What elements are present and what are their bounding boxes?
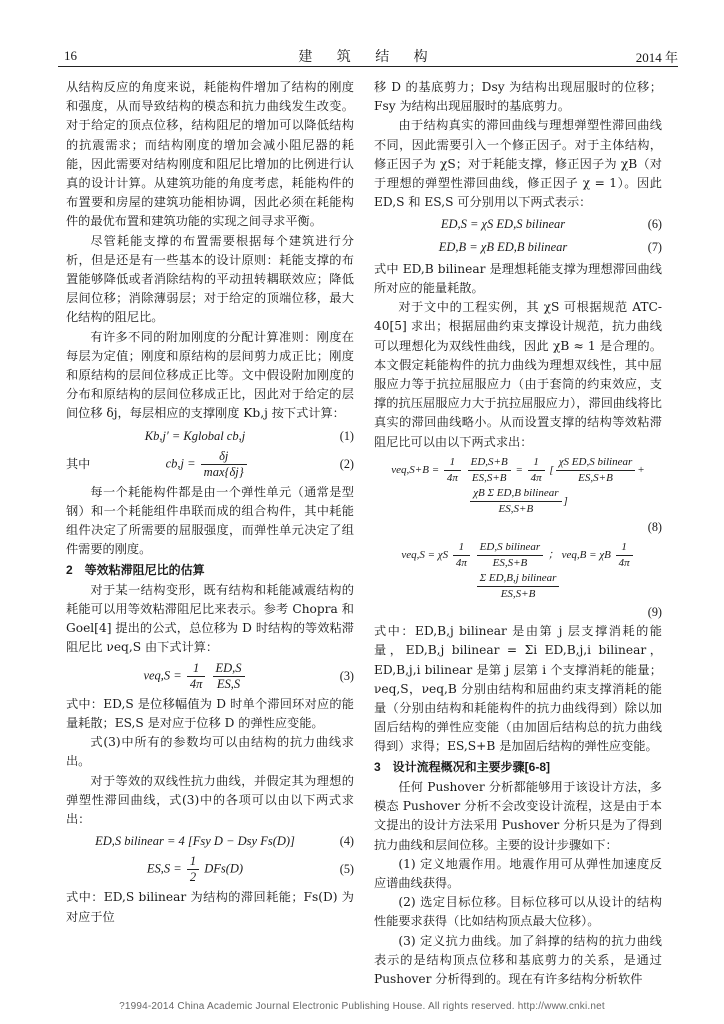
- paragraph: 由于结构真实的滞回曲线与理想弹塑性滞回曲线不同，因此需要引入一个修正因子。对于主体结构，修正因子为 χS；对于耗能支撑，修正因子为 χB（对于理想的弹塑性滞回曲线，修正因子 χ = 1）。因此 ED,S 和 ES,S 可分别用以下两式表示：: [374, 118, 662, 210]
- equation-8-coef-2: [528, 455, 545, 486]
- journal-title: 建 筑 结 构: [298, 49, 438, 65]
- equation-4-number: (4): [339, 834, 354, 849]
- equation-3-numerator: ED,S: [213, 661, 245, 677]
- equation-9-b-lhs: νeq,B = χB: [561, 549, 611, 562]
- paragraph: 对于等效的双线性抗力曲线，并假定其为理想的弹塑性滞回曲线，式(3)中的各项可以由以下两式求出：: [66, 773, 354, 826]
- paragraph: 对于文中的工程实例，其 χS 可根据规范 ATC-40[5] 求出；根据屈曲约束支撑设计规范，抗力曲线可以理想化为双线性曲线，因此 χB ≈ 1 是合理的。本文假定耗能构件的抗力曲线为理想双线性，其中屈服应力等于抗拉屈服应力（由于套筒的约束效应，支撑的抗压屈服应力大于抗拉屈服应力），滞回曲线将比真实的滞回曲线略小。从而设置支撑的结构等效粘滞阻尼比可以由以下两式求出：: [374, 300, 662, 449]
- copyright-footer: ?1994-2014 China Academic Journal Electronic Publishing House. All rights reserved. http://www.cnki.net: [119, 1001, 605, 1012]
- equation-2-body: [90, 449, 324, 480]
- equation-1: [66, 427, 354, 446]
- equation-7-body: ED,B = χB ED,B bilinear: [438, 239, 568, 254]
- equation-9-a-num: ED,S bilinear: [477, 540, 544, 556]
- equation-3-coef: [187, 661, 206, 692]
- section-heading-3: 3 设计流程概况和主要步骤[6-8]: [374, 759, 551, 774]
- equation-8-plus: +: [637, 463, 645, 476]
- equation-9-a-den: ES,S+B: [492, 557, 528, 570]
- equation-2: [66, 449, 354, 480]
- paragraph: 式中：ED,S 是位移幅值为 D 时单个滞回环对应的能量耗散；ES,S 是对应于位移 D 的弹性应变能。: [66, 696, 354, 730]
- equation-3-fraction: [213, 661, 245, 692]
- paragraph: (3) 定义抗力曲线。加了斜撑的结构的抗力曲线表示的是结构顶点位移和基底剪力的关系，是通过 Pushover 分析得到的。现在有许多结构分析软件: [374, 933, 662, 986]
- paragraph: 对于某一结构变形，既有结构和耗能减震结构的耗能可以用等效粘滞阻尼比来表示。参考 Chopra 和 Goel[4] 提出的公式，总位移为 D 时结构的等效粘滞阻尼比 νeq,S 由下式计算：: [66, 582, 354, 655]
- equation-9-b-fraction: [477, 571, 560, 602]
- equation-9-b-coef-den: 4π: [618, 557, 630, 570]
- equation-3-denominator: ES,S: [216, 676, 241, 691]
- equation-9-b-den: ES,S+B: [500, 588, 536, 601]
- equation-8-number: (8): [647, 519, 662, 534]
- equation-9-a-coef-den: 4π: [455, 557, 467, 570]
- equation-5-coef-den: 2: [189, 870, 197, 885]
- equation-3: [66, 661, 354, 692]
- equation-3-body: [66, 661, 324, 692]
- paragraph: 式(3)中所有的参数均可以由结构的抗力曲线求出。: [66, 735, 354, 769]
- equation-3-coef-num: 1: [187, 661, 206, 677]
- equation-5: [66, 854, 354, 885]
- running-header: [58, 44, 678, 67]
- equation-9-b-num: Σ ED,B,j bilinear: [477, 571, 560, 587]
- equation-2-numerator: δj: [201, 449, 247, 465]
- paragraph: 尽管耗能支撑的布置需要根据每个建筑进行分析，但是还是有一些基本的设计原则：耗能支撑的布置能够降低或者消除结构的平动扭转耦联效应；降低层间位移；消除薄弱层；对于给定的顶端位移，最大化结构的阻尼比。: [66, 233, 354, 325]
- equation-4: [66, 832, 354, 851]
- equation-3-lhs: νeq,S =: [143, 668, 182, 683]
- equation-9-body: [374, 540, 662, 602]
- equation-8-fraction: [468, 455, 511, 486]
- equation-2-denominator: max{δj}: [203, 464, 244, 479]
- equation-5-body: [66, 854, 324, 885]
- equation-8-term-1-num: χS ED,S bilinear: [556, 455, 636, 471]
- paragraph: 式中：ED,S bilinear 为结构的滞回耗能；Fs(D) 为对应于位: [66, 890, 354, 924]
- equation-8-term-2-den: ES,S+B: [498, 502, 534, 515]
- left-column: [66, 78, 354, 927]
- equation-7-number: (7): [647, 239, 662, 254]
- equation-8-coef-2-den: 4π: [530, 471, 542, 484]
- equation-8-coef-den: 4π: [446, 471, 458, 484]
- equation-2-lhs: cb,j =: [165, 456, 196, 471]
- equation-2-lead: 其中: [66, 456, 91, 471]
- paragraph: 有许多不同的附加刚度的分配计算准则：刚度在每层为定值；刚度和原结构的层间剪力成正比；刚度和原结构的层间位移成正比等。文中假设附加刚度的分布和原结构的层间位移成正比，因此对于给定的层间位移 δj，每层相应的支撑刚度 Kb,j 按下式计算：: [66, 329, 354, 421]
- equation-9-a-coef-num: 1: [453, 540, 470, 556]
- equation-9-a-coef: [453, 540, 470, 571]
- equation-8-term-1-den: ES,S+B: [578, 471, 613, 484]
- equation-3-number: (3): [339, 668, 354, 683]
- equation-6: [374, 215, 662, 234]
- equation-8-coef-num: 1: [444, 455, 461, 471]
- equation-8-mid: =: [515, 463, 523, 476]
- equation-6-number: (6): [647, 217, 662, 232]
- equation-9-a-fraction: [477, 540, 544, 571]
- equation-2-fraction: [201, 449, 247, 480]
- equation-9-b-coef: [616, 540, 633, 571]
- equation-9-number: (9): [647, 605, 662, 620]
- equation-2-number: (2): [339, 456, 354, 471]
- right-column: [374, 78, 662, 989]
- equation-9-a-lhs: νeq,S = χS: [401, 549, 449, 562]
- page-number: 16: [64, 48, 77, 63]
- equation-9-separator: ；: [547, 549, 559, 562]
- equation-9-b-coef-num: 1: [616, 540, 633, 556]
- equation-7: [374, 238, 662, 257]
- equation-1-number: (1): [339, 428, 354, 443]
- equation-8: [374, 455, 662, 517]
- equation-3-coef-den: 4π: [189, 676, 203, 691]
- equation-8-lhs: νeq,S+B =: [391, 463, 440, 476]
- equation-8-term-1: [556, 455, 636, 486]
- journal-year: 2014 年: [635, 50, 678, 65]
- equation-8-term-2: [470, 486, 561, 517]
- equation-8-denominator: ES,S+B: [471, 471, 507, 484]
- section-heading-2: 2 等效粘滞阻尼比的估算: [66, 562, 205, 577]
- equation-8-coef: [444, 455, 461, 486]
- equation-8-coef-2-num: 1: [528, 455, 545, 471]
- equation-1-body: Kb,j′ = Kglobal cb,j: [144, 428, 246, 443]
- equation-4-body: ED,S bilinear = 4 [Fsy D − Dsy Fs(D)]: [95, 834, 295, 849]
- equation-8-body: νeq,S+B = $\frac{1}{4\pi}$ $\frac{ED,S+B}{ES,S+B}$ = $\frac{1}{4\pi}$ [ χS ED,S bilinear ES,S+B + χB Σ ED,B bilinear ES,S+B ]: [391, 455, 645, 515]
- paragraph: 式中 ED,B bilinear 是理想耗能支撑为理想滞回曲线所对应的能量耗散。: [374, 261, 662, 296]
- paragraph: 每一个耗能构件都是由一个弹性单元（通常是型钢）和一个耗能组件串联而成的组合构件，其中耗能组件决定了所需要的屈服强度，而弹性单元决定了组件需要的刚度。: [66, 484, 354, 557]
- equation-5-lhs: ES,S =: [146, 861, 182, 876]
- equation-5-coef-num: 1: [187, 854, 199, 870]
- paragraph: 移 D 的基底剪力；Dsy 为结构出现屈服时的位移；Fsy 为结构出现屈服时的基底剪力。: [374, 80, 662, 114]
- paragraph: 从结构反应的角度来说，耗能构件增加了结构的刚度和强度，从而导致结构的模态和抗力曲线发生改变。对于给定的顶点位移，结构阻尼的增加可以降低结构的抗震需求；而结构刚度的增加会减小阻尼器的耗能，因此需要对结构刚度和阻尼比增加的比例进行认真的设计计算。从建筑功能的角度考虑，耗能构件的布置要和房屋的建筑功能相协调，因此必须在耗能构件的最优布置和建筑功能的实现之间寻求平衡。: [66, 80, 354, 229]
- equation-5-number: (5): [339, 862, 354, 877]
- paragraph: 任何 Pushover 分析都能够用于该设计方法，多模态 Pushover 分析不会改变设计流程，这是由于本文提出的设计方法采用 Pushover 分析只是为了得到抗力曲线和层间位移。主要的设计步骤如下：: [374, 779, 662, 852]
- paragraph: 式中：ED,B,j bilinear 是由第 j 层支撑消耗的能量，ED,B,j bilinear = Σi ED,B,j,i bilinear，ED,B,j,i bilinear 是第 j 层第 i 个支撑消耗的能量；νeq,S，νeq,B 分别由结构和屈曲约束支撑消耗的能量（分别由结构和耗能构件的抗力曲线得到）除以加固后结构的弹性应变能（由加固后结构总的抗力曲线得到）求得；ES,S+B 是加固后结构的弹性应变能。: [374, 624, 662, 754]
- equation-6-body: ED,S = χS ED,S bilinear: [440, 217, 566, 232]
- equation-9: [374, 540, 662, 602]
- equation-8-term-2-num: χB Σ ED,B bilinear: [470, 486, 561, 502]
- equation-8-numerator: ED,S+B: [468, 455, 511, 471]
- paragraph: (2) 选定目标位移。目标位移可以从设计的结构性能要求获得（比如结构顶点最大位移）。: [374, 895, 662, 929]
- equation-5-rhs: DFs(D): [204, 861, 244, 876]
- paragraph: (1) 定义地震作用。地震作用可从弹性加速度反应谱曲线获得。: [374, 856, 662, 890]
- equation-5-coef: [187, 854, 199, 885]
